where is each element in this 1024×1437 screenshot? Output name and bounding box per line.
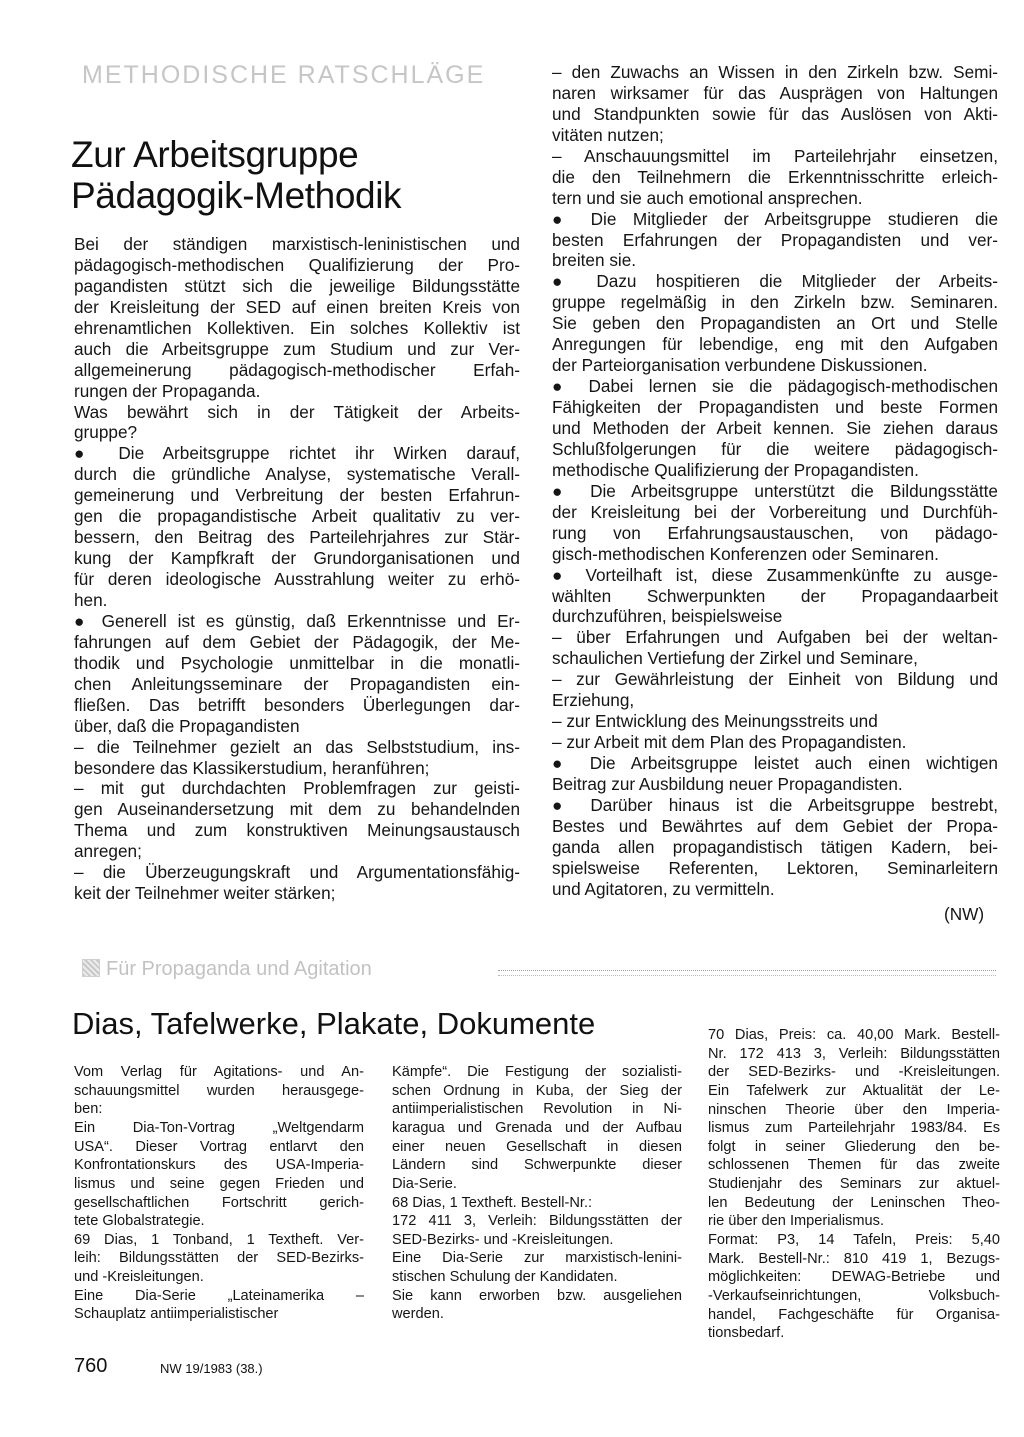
- text-line: der Kreisleitung der SED auf einen breiten Kreis von: [74, 296, 520, 317]
- text-line: ehrenamtlichen Kollektiven. Ein solches Kollektiv ist: [74, 317, 520, 338]
- text-line: karagua und Grenada und der Aufbau: [392, 1119, 682, 1136]
- text-line: über, daß die Propagandisten: [74, 715, 300, 736]
- text-line: schlossenen Themen für das zweite: [708, 1157, 1000, 1174]
- section-kicker-text: Für Propaganda und Agitation: [106, 958, 372, 980]
- text-line: ● Die Arbeitsgruppe leistet auch einen wichtigen: [552, 753, 998, 774]
- text-line: durch die gründliche Analyse, systematische Verall-: [74, 464, 520, 485]
- text-line: ● Vorteilhaft ist, diese Zusammenkünfte zu ausge-: [552, 564, 998, 585]
- text-line: – zur Arbeit mit dem Plan des Propagandisten.: [552, 732, 907, 753]
- text-line: der Parteiorganisation verbundene Diskussionen.: [552, 355, 928, 376]
- text-line: pädagogisch-methodischen Qualifizierung der Pro-: [74, 254, 520, 275]
- section-divider: [498, 970, 996, 976]
- article2-column-3: [708, 1026, 1000, 1343]
- text-line: Dia-Serie.: [392, 1175, 457, 1192]
- article2-column-2: [392, 1063, 682, 1324]
- text-line: anregen;: [74, 841, 142, 862]
- text-line: Thema und zum konstruktiven Meinungsaustausch: [74, 820, 520, 841]
- text-line: der Kreisleitung bei der Vorbereitung und Durchfüh-: [552, 501, 998, 522]
- text-line: 68 Dias, 1 Textheft. Bestell-Nr.:: [392, 1194, 593, 1211]
- text-line: wählten Schwerpunkten der Propagandaarbeit: [552, 585, 998, 606]
- text-line: ganda allen propagandistisch tätigen Kadern, bei-: [552, 836, 998, 857]
- text-line: rie über den Imperialismus.: [708, 1213, 885, 1230]
- article-title-2: Dias, Tafelwerke, Plakate, Dokumente: [72, 1006, 596, 1041]
- text-line: ● Generell ist es günstig, daß Erkenntnisse und Er-: [74, 610, 520, 631]
- text-line: gisch-methodischen Konferenzen oder Seminaren.: [552, 543, 939, 564]
- text-line: Ein Dia-Ton-Vortrag „Weltgendarm: [74, 1119, 364, 1136]
- text-line: USA“. Dieser Vortrag entlarvt den: [74, 1138, 364, 1155]
- text-line: Ländern sind Schwerpunkte dieser: [392, 1157, 682, 1174]
- text-line: antiimperialistischen Revolution in Ni-: [392, 1101, 682, 1118]
- text-line: werden.: [392, 1306, 444, 1323]
- text-line: – zur Entwicklung des Meinungsstreits und: [552, 711, 878, 732]
- text-line: rungen der Propaganda.: [74, 380, 261, 401]
- text-line: chen Anleitungsseminare der Propagandisten ein-: [74, 673, 520, 694]
- text-line: hen.: [74, 589, 108, 610]
- text-line: schauungsmittel wurden herausgege-: [74, 1082, 364, 1099]
- text-line: vitäten nutzen;: [552, 124, 664, 145]
- text-line: thodik und Psychologie unmittelbar in die monatli-: [74, 652, 520, 673]
- text-line: ● Die Arbeitsgruppe richtet ihr Wirken darauf,: [74, 443, 520, 464]
- author-signature: (NW): [944, 904, 985, 924]
- text-line: besten Erfahrungen der Propagandisten und ver-: [552, 229, 998, 250]
- text-line: – über Erfahrungen und Aufgaben bei der weltan-: [552, 627, 998, 648]
- issue-reference: NW 19/1983 (38.): [160, 1361, 263, 1376]
- text-line: naren wirksamer für das Ausprägen von Haltungen: [552, 82, 998, 103]
- text-line: lismus und seine gegen Frieden und: [74, 1175, 364, 1192]
- text-line: Ein Tafelwerk zur Aktualität der Le-: [708, 1082, 1000, 1099]
- text-line: die den Teilnehmern die Erkenntnisschritte erleich-: [552, 166, 998, 187]
- text-line: Studienjahr des Seminars zur aktuel-: [708, 1176, 1000, 1193]
- text-line: Fähigkeiten der Propagandisten und beste Formen: [552, 397, 998, 418]
- text-line: breiten sie.: [552, 250, 637, 271]
- text-line: Bestes und Bewährtes auf dem Gebiet der Propa-: [552, 815, 998, 836]
- text-line: Vom Verlag für Agitations- und An-: [74, 1064, 364, 1080]
- text-line: Erziehung,: [552, 690, 635, 711]
- text-line: schen Ordnung in Kuba, der Sieg der: [392, 1082, 682, 1099]
- text-line: – Anschauungsmittel im Parteilehrjahr einsetzen,: [552, 145, 998, 166]
- text-line: der SED-Bezirks- und -Kreisleitungen.: [708, 1064, 1000, 1081]
- text-line: tionsbedarf.: [708, 1325, 785, 1342]
- text-line: kung der Kampfkraft der Grundorganisationen und: [74, 548, 520, 569]
- text-line: und Agitatoren, zu vermitteln.: [552, 878, 775, 899]
- text-line: Bei der ständigen marxistisch-leninistischen und: [74, 234, 520, 254]
- article-left-column: [74, 234, 520, 904]
- article2-column-1: [74, 1063, 364, 1324]
- text-line: 70 Dias, Preis: ca. 40,00 Mark. Bestell-: [708, 1027, 1000, 1043]
- section-kicker-2: [82, 958, 372, 981]
- text-line: ● Darüber hinaus ist die Arbeitsgruppe bestrebt,: [552, 795, 998, 815]
- text-line: pagandisten stützt sich die jeweilige Bildungsstätte: [74, 275, 520, 296]
- text-line: Schlußfolgerungen für die weitere pädagogisch-: [552, 438, 998, 459]
- text-line: Schauplatz antiimperialistischer: [74, 1306, 279, 1323]
- page-number: 760: [74, 1355, 108, 1377]
- text-line: durchzuführen, beispielsweise: [552, 606, 783, 627]
- text-line: -Verkaufseinrichtungen, Volksbuch-: [708, 1287, 1000, 1304]
- title-line: Zur Arbeitsgruppe: [71, 134, 359, 175]
- text-line: Sie geben den Propagandisten an Ort und Stelle: [552, 313, 998, 334]
- text-line: Eine Dia-Serie zur marxistisch-lenini-: [392, 1250, 682, 1267]
- text-line: schaulichen Vertiefung der Zirkel und Seminare,: [552, 648, 918, 669]
- text-line: bessern, den Beitrag des Parteilehrjahres zur Stär-: [74, 527, 520, 548]
- text-line: fahrungen auf dem Gebiet der Pädagogik, der Me-: [74, 631, 520, 652]
- text-line: Was bewährt sich in der Tätigkeit der Arbeits-: [74, 401, 520, 422]
- text-line: gemeinerung und Verbreitung der besten Erfahrun-: [74, 485, 520, 506]
- text-line: Beitrag zur Ausbildung neuer Propagandisten.: [552, 774, 903, 795]
- text-line: Anregungen für lebendige, eng mit den Aufgaben: [552, 334, 998, 355]
- text-line: und -Kreisleitungen.: [74, 1269, 204, 1286]
- article-title: [71, 134, 401, 216]
- text-line: Kämpfe“. Die Festigung der sozialisti-: [392, 1064, 682, 1080]
- article-right-column: [552, 62, 998, 900]
- text-line: ben:: [74, 1101, 103, 1118]
- text-line: gruppe regelmäßig in den Zirkeln bzw. Seminaren.: [552, 292, 998, 313]
- text-line: für deren ideologische Ausstrahlung weiter zu erhö-: [74, 569, 520, 590]
- text-line: 69 Dias, 1 Tonband, 1 Textheft. Ver-: [74, 1231, 364, 1248]
- text-line: Mark. Bestell-Nr.: 810 419 1, Bezugs-: [708, 1250, 1000, 1267]
- text-line: Nr. 172 413 3, Verleih: Bildungsstätten: [708, 1045, 1000, 1062]
- text-line: allgemeinerung pädagogisch-methodischer Erfah-: [74, 359, 520, 380]
- text-line: methodische Qualifizierung der Propagandisten.: [552, 459, 919, 480]
- text-line: SED-Bezirks- und -Kreisleitungen.: [392, 1231, 614, 1248]
- text-line: einer neuen Gesellschaft in diesen: [392, 1138, 682, 1155]
- text-line: folgt in seiner Gliederung den be-: [708, 1138, 1000, 1155]
- text-line: ● Dabei lernen sie die pädagogisch-methodischen: [552, 376, 998, 397]
- section-kicker: METHODISCHE RATSCHLÄGE: [82, 61, 486, 89]
- text-line: tern und sie auch emotional ansprechen.: [552, 187, 863, 208]
- text-line: Sie kann erworben bzw. ausgeliehen: [392, 1287, 682, 1304]
- text-line: gen die propagandistische Arbeit qualitativ zu ver-: [74, 506, 520, 527]
- text-line: gesellschaftlichen Fortschritt gerich-: [74, 1194, 364, 1211]
- text-line: fließen. Das betrifft besonders Überlegungen dar-: [74, 694, 520, 715]
- title-line: Pädagogik-Methodik: [71, 175, 402, 216]
- text-line: auch die Arbeitsgruppe zum Studium und zur Ver-: [74, 338, 520, 359]
- text-line: ● Die Arbeitsgruppe unterstützt die Bildungsstätte: [552, 480, 998, 501]
- text-line: gen Auseinandersetzung mit dem zu behandelnden: [74, 799, 520, 820]
- text-line: möglichkeiten: DEWAG-Betriebe und: [708, 1269, 1000, 1286]
- text-line: und Standpunkten sowie für das Auslösen von Akti-: [552, 103, 998, 124]
- text-line: – die Teilnehmer gezielt an das Selbststudium, ins-: [74, 736, 520, 757]
- text-line: – den Zuwachs an Wissen in den Zirkeln bzw. Semi-: [552, 62, 998, 82]
- text-line: handel, Fachgeschäfte für Organisa-: [708, 1306, 1000, 1323]
- text-line: rung von Erfahrungsaustauschen, von pädago-: [552, 522, 998, 543]
- text-line: keit der Teilnehmer weiter stärken;: [74, 883, 336, 904]
- text-line: – die Überzeugungskraft und Argumentationsfähig-: [74, 862, 520, 883]
- text-line: len Bedeutung der Leninschen Theo-: [708, 1194, 1000, 1211]
- text-line: spielsweise Referenten, Lektoren, Seminarleitern: [552, 857, 998, 878]
- text-line: Eine Dia-Serie „Lateinamerika –: [74, 1287, 364, 1304]
- text-line: tete Globalstrategie.: [74, 1213, 205, 1230]
- text-line: gruppe?: [74, 422, 138, 443]
- text-line: leih: Bildungsstätten der SED-Bezirks-: [74, 1250, 364, 1267]
- square-pattern-icon: [82, 959, 100, 977]
- text-line: ninschen Theorie über den Imperia-: [708, 1101, 1000, 1118]
- text-line: Format: P3, 14 Tafeln, Preis: 5,40: [708, 1232, 1000, 1249]
- text-line: – mit gut durchdachten Problemfragen zur geisti-: [74, 778, 520, 799]
- text-line: und Methoden der Arbeit kennen. Sie ziehen daraus: [552, 418, 998, 438]
- text-line: ● Die Mitglieder der Arbeitsgruppe studieren die: [552, 208, 998, 229]
- text-line: stischen Schulung der Kandidaten.: [392, 1269, 618, 1286]
- text-line: lismus zum Parteilehrjahr 1983/84. Es: [708, 1120, 1000, 1137]
- text-line: ● Dazu hospitieren die Mitglieder der Arbeits-: [552, 271, 998, 292]
- text-line: besondere das Klassikerstudium, heranführen;: [74, 757, 430, 778]
- text-line: Konfrontationskurs des USA-Imperia-: [74, 1157, 364, 1174]
- text-line: – zur Gewährleistung der Einheit von Bildung und: [552, 669, 998, 690]
- text-line: 172 411 3, Verleih: Bildungsstätten der: [392, 1213, 682, 1230]
